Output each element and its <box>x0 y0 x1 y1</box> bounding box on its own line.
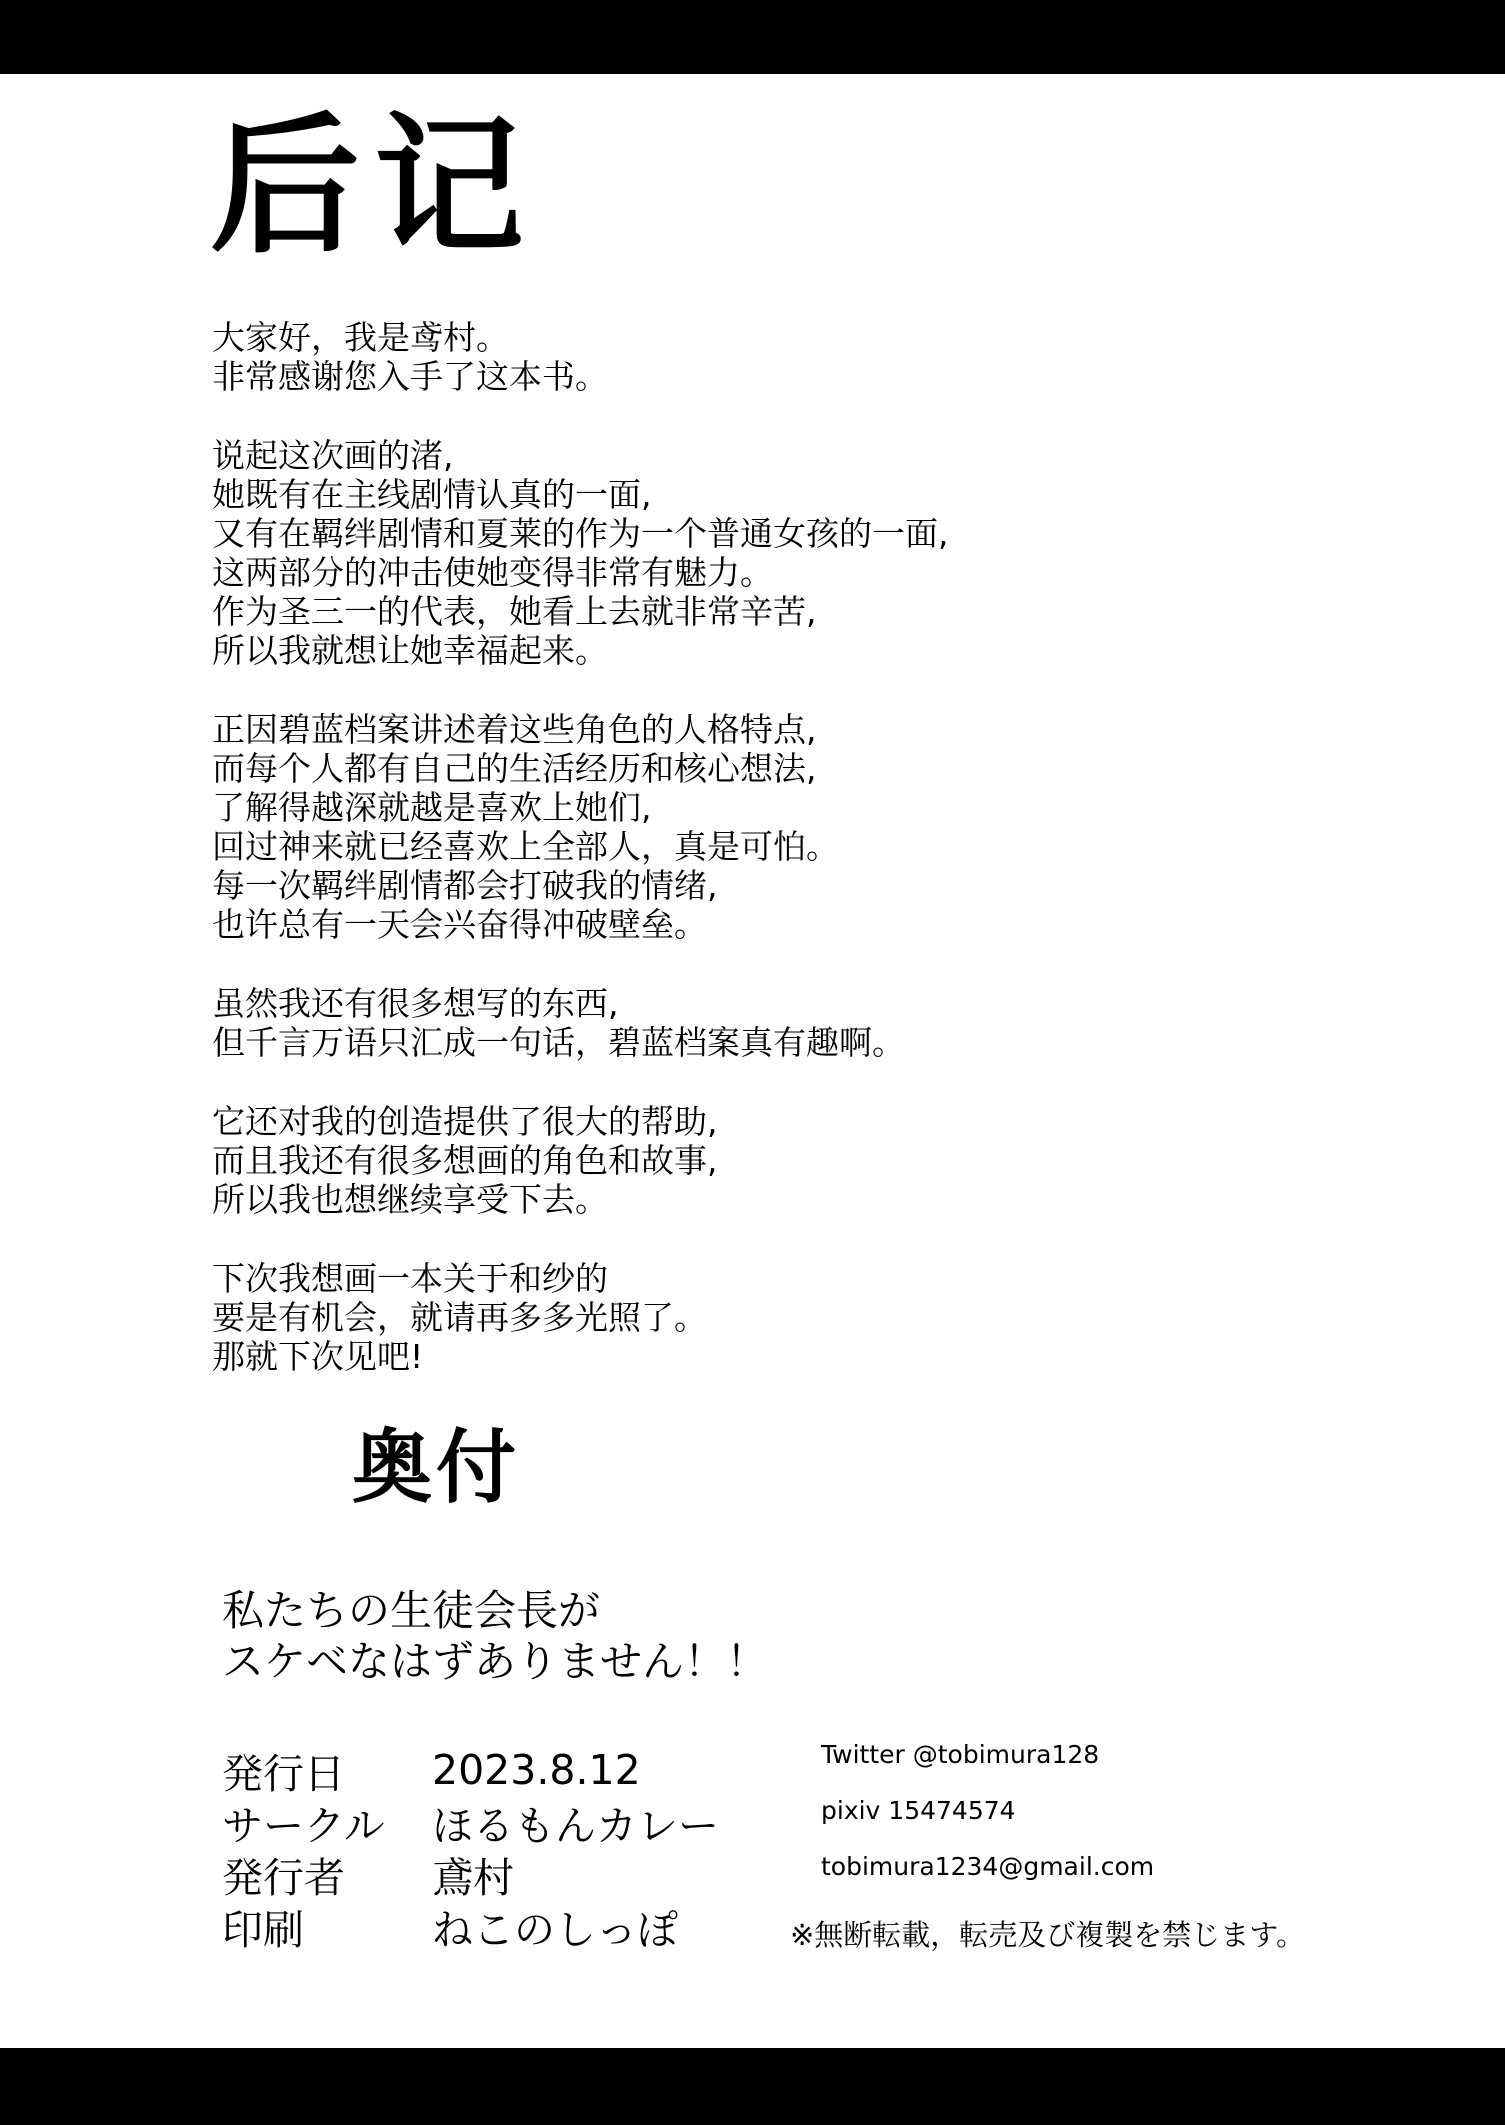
text-line: 下次我想画一本关于和纱的 <box>212 1259 608 1298</box>
text-line: 了解得越深就越是喜欢上她们, <box>212 788 652 827</box>
info-row-publisher <box>222 1848 719 1900</box>
info-value: ほるもんカレー <box>432 1801 719 1850</box>
afterword-paragraph <box>212 710 1212 944</box>
text-line: 所以我也想继续享受下去。 <box>212 1180 608 1219</box>
text-line: 回过神来就已经喜欢上全部人，真是可怕。 <box>212 827 839 866</box>
email-address: tobimura1234@gmail.com <box>821 1852 1155 1881</box>
text-line: 说起这次画的渚, <box>212 436 454 475</box>
afterword-paragraph <box>212 984 1212 1062</box>
text-line: 它还对我的创造提供了很大的帮助, <box>212 1102 718 1141</box>
text-line: 她既有在主线剧情认真的一面, <box>212 475 652 514</box>
contact-list <box>821 1727 1154 1895</box>
colophon-title: 奥付 <box>352 1421 520 1514</box>
text-line: 作为圣三一的代表，她看上去就非常辛苦, <box>212 592 817 631</box>
info-row-circle <box>222 1796 719 1848</box>
afterword-body <box>212 318 1212 1416</box>
text-line: 非常感谢您入手了这本书。 <box>212 357 608 396</box>
text-line: 而且我还有很多想画的角色和故事, <box>212 1141 718 1180</box>
afterword-paragraph <box>212 1102 1212 1219</box>
info-value: 鳶村 <box>432 1853 514 1902</box>
info-value: ねこのしっぽ <box>432 1905 678 1954</box>
twitter-handle: Twitter @tobimura128 <box>821 1740 1100 1769</box>
text-line: 而每个人都有自己的生活经历和核心想法, <box>212 749 817 788</box>
text-line: 大家好，我是鸢村。 <box>212 318 509 357</box>
afterword-paragraph <box>212 318 1212 396</box>
text-line: 但千言万语只汇成一句话，碧蓝档案真有趣啊。 <box>212 1023 905 1062</box>
text-line: 所以我就想让她幸福起来。 <box>212 631 608 670</box>
bottom-black-bar <box>0 2048 1505 2125</box>
publication-info <box>222 1744 719 1952</box>
info-label: サークル <box>222 1801 385 1850</box>
text-line: 也许总有一天会兴奋得冲破壁垒。 <box>212 905 707 944</box>
text-line: 正因碧蓝档案讲述着这些角色的人格特点, <box>212 710 817 749</box>
text-line: 那就下次见吧! <box>212 1337 424 1376</box>
info-label: 発行者 <box>222 1853 345 1902</box>
text-line: 要是有机会，就请再多多光照了。 <box>212 1298 707 1337</box>
afterword-paragraph <box>212 1259 1212 1376</box>
text-line: 又有在羁绊剧情和夏莱的作为一个普通女孩的一面, <box>212 514 949 553</box>
book-title-line: スケベなはずありません！！ <box>222 1637 769 1686</box>
info-row-printer <box>222 1900 719 1952</box>
copyright-notice: ※無断転載，転売及び複製を禁じます。 <box>790 1918 1305 1952</box>
text-line: 每一次羁绊剧情都会打破我的情绪, <box>212 866 718 905</box>
afterword-paragraph <box>212 436 1212 670</box>
info-label: 印刷 <box>222 1905 304 1954</box>
top-black-bar <box>0 0 1505 74</box>
info-row-date <box>222 1744 719 1796</box>
pixiv-id: pixiv 15474574 <box>821 1796 1016 1825</box>
afterword-title: 后记 <box>210 98 539 274</box>
book-title <box>222 1585 768 1687</box>
book-title-line: 私たちの生徒会長が <box>222 1586 601 1635</box>
info-label: 発行日 <box>222 1749 345 1798</box>
text-line: 虽然我还有很多想写的东西, <box>212 984 619 1023</box>
text-line: 这两部分的冲击使她变得非常有魅力。 <box>212 553 773 592</box>
info-value: 2023.8.12 <box>432 1746 641 1794</box>
